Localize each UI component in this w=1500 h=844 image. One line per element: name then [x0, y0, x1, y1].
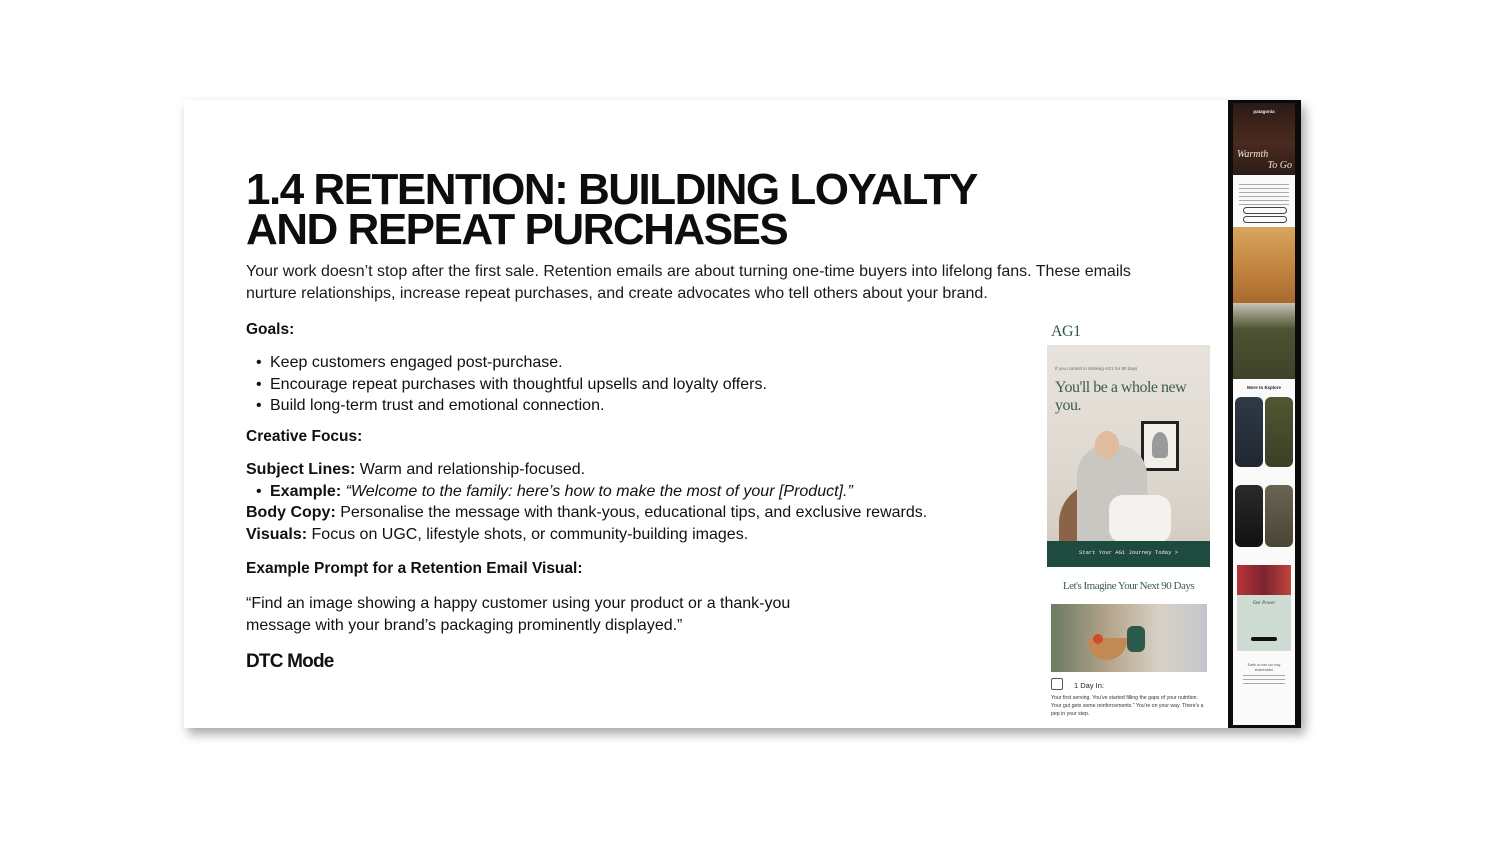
ag1-subheading: Let's Imagine Your Next 90 Days: [1062, 580, 1195, 592]
patagonia-footer: [1243, 663, 1285, 687]
slide-title: [246, 165, 1126, 254]
goal-item: • Keep customers engaged post-purchase.: [256, 352, 767, 374]
ag1-logo: AG1: [1051, 323, 1081, 340]
example-text: “Welcome to the family: here’s how to make the most of your [Product].”: [345, 482, 853, 500]
slide: [184, 100, 1301, 728]
patagonia-button: [1243, 207, 1287, 214]
patagonia-footer-text: Earth is now our only shareholder: [1247, 663, 1281, 672]
body-copy-label: Body Copy:: [246, 504, 336, 521]
bottle-shape: [1127, 626, 1145, 652]
goals-list: [256, 352, 767, 417]
picture-frame-shape: [1141, 421, 1179, 471]
body-copy-text: Personalise the message with thank-yous, educational tips, and exclusive rewards.: [335, 504, 928, 521]
visuals-text: Focus on UGC, lifestyle shots, or community-building images.: [307, 525, 749, 543]
slide-title-line-1: 1.4 RETENTION: BUILDING LOYALTY: [246, 165, 977, 214]
patagonia-promo-image: [1237, 565, 1291, 595]
goal-item: • Build long-term trust and emotional connection.: [256, 395, 767, 417]
ag1-email-preview: [1047, 322, 1210, 728]
goal-item: • Encourage repeat purchases with thoughtful upsells and loyalty offers.: [256, 374, 767, 396]
face-shape: [1095, 431, 1119, 459]
patagonia-section-label: More to Explore: [1247, 385, 1282, 390]
example-label: Example:: [270, 482, 342, 500]
intro-paragraph: Your work doesn’t stop after the first sale. Retention emails are about turning one-time buyers into lifelong fans. These emails nurture relationships, increase repeat purchases, and create advocates who tell others about your brand.: [246, 263, 1131, 302]
patagonia-email-preview: [1228, 100, 1301, 728]
example-prompt-quote: “Find an image showing a happy customer using your product or a thank-you message with your brand’s packaging prominently displayed.”: [246, 595, 791, 634]
ag1-kitchen-photo: [1051, 604, 1207, 672]
example-prompt-heading: Example Prompt for a Retention Email Visual:: [246, 560, 583, 577]
ag1-body-text: Your first serving. You've started filling the gaps of your nutrition. Your gut gets some reinforcements." You're on your way. There's a pep in your step.: [1051, 695, 1204, 717]
brand-name: DTC Mode: [246, 651, 334, 672]
patagonia-button: [1243, 216, 1287, 223]
patagonia-promo-card: [1237, 565, 1291, 651]
ag1-hero-image: [1047, 345, 1210, 567]
fruit-shape: [1093, 634, 1103, 644]
visuals-row: [246, 524, 1006, 546]
example-list: [246, 481, 1006, 503]
patagonia-body-lines: [1239, 181, 1289, 208]
patagonia-warmth-text: Warmth: [1237, 149, 1269, 160]
patagonia-hero-image: [1233, 103, 1295, 175]
body-copy-row: [246, 502, 1006, 524]
slide-title-line-2: AND REPEAT PURCHASES: [246, 205, 788, 254]
ag1-cta-button: [1047, 541, 1210, 567]
goals-heading: Goals:: [246, 321, 295, 338]
creative-focus-block: [246, 459, 1006, 545]
patagonia-product-image: [1265, 485, 1293, 547]
calendar-icon: [1051, 678, 1063, 690]
subject-lines-text: Warm and relationship-focused.: [355, 461, 586, 478]
patagonia-logo: patagonia: [1253, 109, 1275, 114]
legs-shape: [1109, 495, 1171, 543]
ag1-headline: You'll be a whole new you.: [1055, 379, 1187, 414]
ag1-cta-label: Start Your AG1 Journey Today >: [1078, 549, 1179, 556]
subject-lines-row: [246, 459, 1006, 481]
creative-focus-heading: Creative Focus:: [246, 428, 363, 445]
patagonia-to-go-text: To Go: [1267, 160, 1292, 171]
ag1-small-text: If you commit to drinking AG1 for 90 days: [1055, 366, 1138, 371]
patagonia-email-inner: [1233, 103, 1295, 725]
patagonia-green-jacket-image: [1233, 303, 1295, 379]
visuals-label: Visuals:: [246, 525, 308, 543]
patagonia-product-image: [1265, 397, 1293, 467]
patagonia-card-button: [1251, 637, 1277, 641]
patagonia-card-title: Our Power: [1252, 601, 1276, 606]
patagonia-orange-jacket-image: [1233, 227, 1295, 303]
subject-lines-label: Subject Lines:: [246, 461, 356, 478]
patagonia-product-image: [1235, 397, 1263, 467]
patagonia-product-image: [1235, 485, 1263, 547]
ag1-day-label: 1 Day In:: [1074, 681, 1105, 690]
example-item: [256, 481, 1006, 503]
